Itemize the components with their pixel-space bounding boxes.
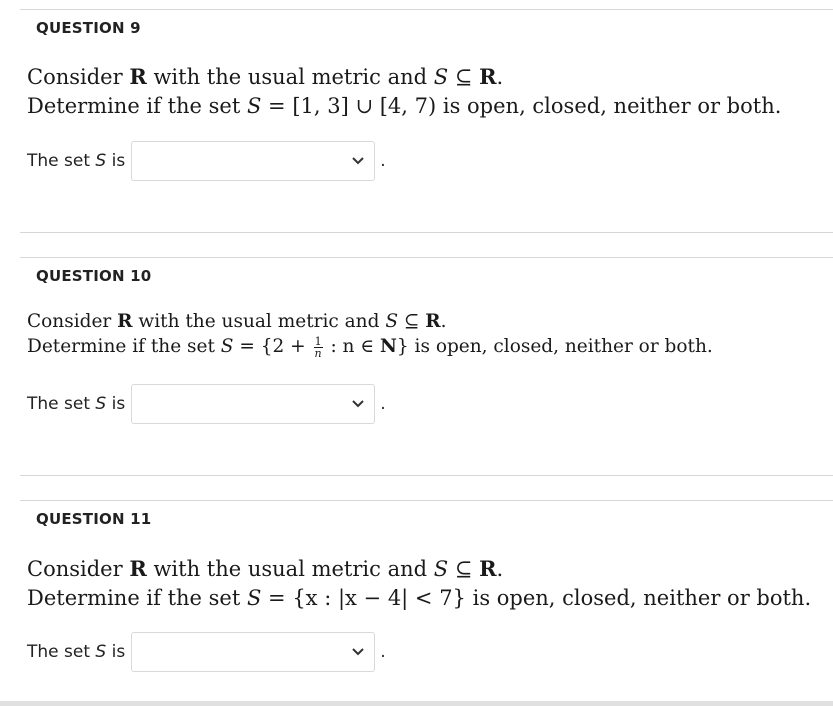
fraction: $\frac{1}{n}$ bbox=[314, 334, 322, 360]
answer-label: The set S is bbox=[27, 151, 126, 171]
question-10-intro: Consider R with the usual metric and S ⊆ R. bbox=[27, 311, 447, 332]
divider bbox=[20, 232, 833, 233]
question-10-prompt: Determine if the set S = {2 + $\frac{1}{n}$ : n ∈ N} is open, closed, neither or both. bbox=[27, 334, 713, 360]
chevron-down-icon bbox=[352, 648, 364, 656]
question-10-title: QUESTION 10 bbox=[36, 267, 152, 285]
bottom-scroll-edge bbox=[0, 701, 833, 706]
answer-label: The set S is bbox=[27, 394, 126, 414]
question-9-intro: Consider R with the usual metric and S ⊆ R. bbox=[27, 64, 504, 89]
divider bbox=[20, 9, 833, 10]
chevron-down-icon bbox=[352, 400, 364, 408]
question-11-answer-select[interactable] bbox=[131, 632, 375, 672]
question-9-prompt: Determine if the set S = [1, 3] ∪ [4, 7) is open, closed, neither or both. bbox=[27, 94, 782, 118]
question-11-answer: The set S is . bbox=[27, 632, 386, 672]
chevron-down-icon bbox=[352, 157, 364, 165]
answer-label: The set S is bbox=[27, 642, 126, 662]
question-9-answer-select[interactable] bbox=[131, 141, 375, 181]
divider bbox=[20, 475, 833, 476]
divider bbox=[20, 500, 833, 501]
question-11-intro: Consider R with the usual metric and S ⊆ R. bbox=[27, 556, 504, 581]
question-10-answer-select[interactable] bbox=[131, 384, 375, 424]
question-11-title: QUESTION 11 bbox=[36, 510, 152, 528]
question-11-prompt: Determine if the set S = {x : |x − 4| < 7} is open, closed, neither or both. bbox=[27, 586, 812, 610]
question-10-answer: The set S is . bbox=[27, 384, 386, 424]
divider bbox=[20, 257, 833, 258]
question-9-answer: The set S is . bbox=[27, 141, 386, 181]
question-9-title: QUESTION 9 bbox=[36, 19, 141, 37]
